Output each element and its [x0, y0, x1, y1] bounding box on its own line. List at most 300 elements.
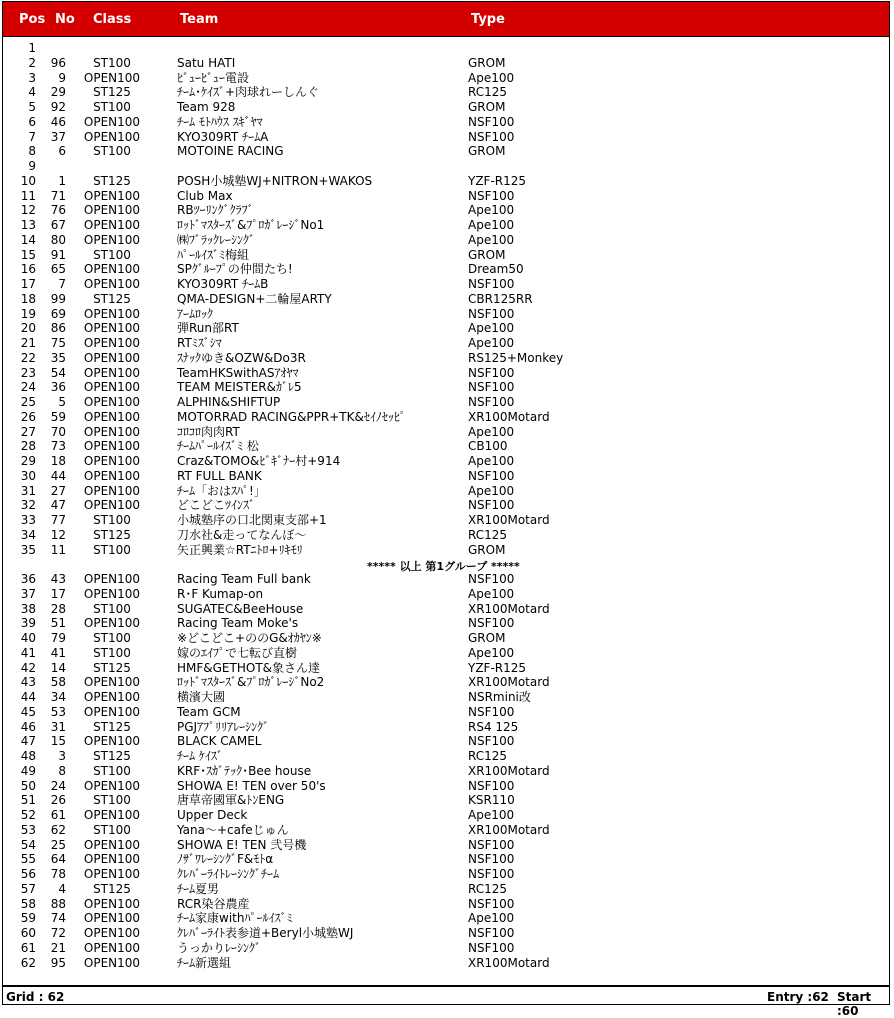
table-row — [0, 144, 894, 158]
row-no: 59 — [50, 409, 66, 424]
row-no: 44 — [50, 468, 66, 483]
table-row — [0, 56, 894, 70]
row-no: 15 — [50, 734, 66, 749]
row-pos: 43 — [20, 675, 36, 690]
row-no: 8 — [58, 763, 66, 778]
row-class: OPEN100 — [83, 734, 141, 749]
row-type: RS125+Monkey — [468, 350, 564, 365]
table-row — [0, 130, 894, 144]
row-type: GROM — [468, 247, 506, 262]
row-team: ﾁｰﾑ ﾓﾄﾊｳｽ ｽｷﾞﾔﾏ — [177, 114, 263, 129]
row-type: Ape100 — [468, 336, 515, 350]
row-type: GROM — [468, 55, 506, 70]
row-pos: 20 — [20, 321, 36, 336]
table-row — [0, 410, 894, 424]
row-no: 96 — [50, 55, 66, 70]
row-pos: 49 — [20, 763, 36, 778]
row-no: 3 — [58, 749, 66, 763]
row-team: ﾋﾞｭｰﾋﾞｭｰ電設 — [177, 70, 250, 85]
row-type: NSF100 — [468, 852, 515, 867]
row-class: OPEN100 — [83, 675, 141, 690]
row-class: OPEN100 — [83, 837, 141, 852]
row-class: OPEN100 — [83, 114, 141, 129]
row-team: ﾁｰﾑ･ｹｲｽﾞ+肉球れーしんぐ — [177, 85, 320, 100]
header-type: Type — [471, 12, 505, 27]
table-row — [0, 174, 894, 188]
row-type: XR100Motard — [468, 675, 550, 690]
table-row — [0, 321, 894, 335]
row-class: OPEN100 — [83, 439, 141, 454]
table-row — [0, 425, 894, 439]
row-no: 65 — [50, 262, 66, 277]
table-row — [0, 85, 894, 99]
row-pos: 60 — [20, 926, 36, 940]
row-class: ST100 — [93, 55, 131, 70]
row-class: OPEN100 — [83, 188, 141, 203]
row-type: Ape100 — [468, 218, 515, 232]
row-type: XR100Motard — [468, 601, 550, 616]
row-type: Ape100 — [468, 424, 515, 439]
row-type: Ape100 — [468, 321, 515, 336]
row-type: GROM — [468, 542, 506, 557]
row-pos: 12 — [20, 203, 36, 218]
row-pos: 53 — [20, 822, 36, 837]
row-class: OPEN100 — [83, 70, 141, 85]
row-pos: 59 — [20, 911, 36, 926]
row-class: OPEN100 — [83, 262, 141, 277]
row-team: ALPHIN&SHIFTUP — [177, 395, 281, 409]
row-type: NSF100 — [468, 778, 515, 793]
row-class: OPEN100 — [83, 395, 141, 409]
row-pos: 13 — [20, 218, 36, 232]
row-no: 51 — [50, 616, 66, 631]
row-pos: 28 — [20, 439, 36, 454]
row-type: NSF100 — [468, 704, 515, 719]
row-class: ST100 — [93, 822, 131, 837]
row-team: RCR染谷農産 — [177, 896, 250, 911]
table-row — [0, 336, 894, 350]
table-row — [0, 661, 894, 675]
row-class: ST100 — [93, 144, 131, 159]
row-team: ﾉｻﾞﾜﾚｰｼﾝｸﾞF&ﾓﾄα — [177, 852, 274, 867]
table-row — [0, 646, 894, 660]
table-header — [2, 1, 890, 37]
row-pos: 21 — [20, 336, 36, 350]
row-class: OPEN100 — [83, 778, 141, 793]
row-team: KYO309RT ﾁｰﾑB — [177, 277, 269, 291]
table-row — [0, 513, 894, 527]
row-pos: 48 — [20, 749, 36, 763]
row-pos: 30 — [20, 468, 36, 483]
table-row — [0, 602, 894, 616]
row-type: XR100Motard — [468, 513, 550, 527]
row-team: Racing Team Full bank — [177, 572, 311, 586]
row-no: 67 — [50, 218, 66, 232]
row-no: 76 — [50, 203, 66, 218]
row-class: OPEN100 — [83, 409, 141, 424]
row-class: ST125 — [93, 660, 131, 675]
row-team: 刀水社&走ってなんぼ～ — [177, 527, 307, 542]
row-pos: 9 — [28, 159, 36, 173]
row-no: 75 — [50, 336, 66, 350]
row-team: ﾛｯﾄﾞﾏｽﾀｰｽﾞ&ﾌﾟﾛｶﾞﾚｰｼﾞNo1 — [177, 218, 325, 232]
row-class: OPEN100 — [83, 808, 141, 822]
row-team: POSH小城塾WJ+NITRON+WAKOS — [177, 173, 373, 188]
row-team: 唐草帝國軍&ﾄﾝENG — [177, 793, 285, 808]
table-row — [0, 115, 894, 129]
row-no: 18 — [50, 454, 66, 468]
row-class: OPEN100 — [83, 306, 141, 321]
row-class: OPEN100 — [83, 468, 141, 483]
table-row — [0, 351, 894, 365]
table-row — [0, 734, 894, 748]
row-no: 5 — [58, 395, 66, 409]
row-type: NSF100 — [468, 498, 515, 513]
row-type: Ape100 — [468, 454, 515, 468]
row-no: 6 — [58, 144, 66, 159]
row-class: OPEN100 — [83, 232, 141, 247]
row-pos: 35 — [20, 542, 36, 557]
row-team: Satu HATI — [177, 55, 236, 70]
row-no: 37 — [50, 129, 66, 144]
row-pos: 19 — [20, 306, 36, 321]
row-type: XR100Motard — [468, 822, 550, 837]
table-row — [0, 292, 894, 306]
table-row — [0, 705, 894, 719]
row-class: ST100 — [93, 100, 131, 114]
row-pos: 7 — [28, 129, 36, 144]
table-row — [0, 218, 894, 232]
row-no: 71 — [50, 188, 66, 203]
row-class: ST100 — [93, 247, 131, 262]
row-class: ST125 — [93, 291, 131, 306]
row-type: CB100 — [468, 439, 508, 454]
table-row — [0, 395, 894, 409]
table-row — [0, 867, 894, 881]
table-row — [0, 675, 894, 689]
row-pos: 34 — [20, 527, 36, 542]
header-team: Team — [180, 12, 219, 27]
row-team: うっかりﾚｰｼﾝｸﾞ — [177, 940, 262, 955]
row-class: OPEN100 — [83, 380, 141, 395]
row-team: ※どこどこ+ののG&ｵｶﾔﾝ※ — [177, 631, 322, 645]
row-type: Dream50 — [468, 262, 524, 277]
row-team: ﾁｰﾑﾊﾟｰﾙｲｽﾞﾐ 松 — [177, 439, 259, 454]
row-pos: 8 — [28, 144, 36, 159]
row-type: GROM — [468, 631, 506, 645]
row-class: OPEN100 — [83, 616, 141, 631]
table-row — [0, 631, 894, 645]
row-class: ST125 — [93, 881, 131, 896]
row-pos: 45 — [20, 704, 36, 719]
row-team: HMF&GETHOT&象さん達 — [177, 660, 321, 675]
row-class: OPEN100 — [83, 454, 141, 468]
row-type: Ape100 — [468, 911, 515, 926]
row-team: TEAM MEISTER&ｶﾞﾚ5 — [177, 380, 302, 395]
row-no: 77 — [50, 513, 66, 527]
row-no: 26 — [50, 793, 66, 808]
table-row — [0, 838, 894, 852]
row-type: NSF100 — [468, 188, 515, 203]
row-pos: 36 — [20, 572, 36, 586]
row-team: Team 928 — [177, 100, 236, 114]
row-class: ST100 — [93, 645, 131, 660]
row-no: 92 — [50, 100, 66, 114]
header-pos: Pos — [19, 12, 46, 27]
row-team: ﾁｰﾑ新選組 — [177, 955, 232, 970]
row-pos: 26 — [20, 409, 36, 424]
row-team: TeamHKSwithASｱｵﾔﾏ — [177, 365, 299, 380]
row-no: 53 — [50, 704, 66, 719]
table-row — [0, 528, 894, 542]
row-type: GROM — [468, 144, 506, 159]
row-team: PGJｱﾌﾟﾘﾘｱﾚｰｼﾝｸﾞ — [177, 719, 270, 734]
row-pos: 50 — [20, 778, 36, 793]
row-class: OPEN100 — [83, 926, 141, 940]
table-row — [0, 823, 894, 837]
table-row — [0, 720, 894, 734]
table-row — [0, 484, 894, 498]
row-no: 61 — [50, 808, 66, 822]
table-row — [0, 439, 894, 453]
row-team: 弾Run部RT — [177, 321, 239, 336]
row-class: OPEN100 — [83, 586, 141, 601]
row-class: OPEN100 — [83, 704, 141, 719]
table-row — [0, 248, 894, 262]
row-no: 47 — [50, 498, 66, 513]
table-row — [0, 690, 894, 704]
row-no: 79 — [50, 631, 66, 645]
row-pos: 58 — [20, 896, 36, 911]
table-row — [0, 100, 894, 114]
row-no: 91 — [50, 247, 66, 262]
row-type: NSF100 — [468, 734, 515, 749]
row-type: Ape100 — [468, 70, 515, 85]
row-no: 41 — [50, 645, 66, 660]
row-type: NSF100 — [468, 277, 515, 291]
row-type: NSF100 — [468, 306, 515, 321]
row-class: ST125 — [93, 719, 131, 734]
row-type: RC125 — [468, 527, 508, 542]
row-pos: 25 — [20, 395, 36, 409]
row-class: OPEN100 — [83, 852, 141, 867]
row-team: Team GCM — [177, 704, 241, 719]
table-row — [0, 852, 894, 866]
row-class: OPEN100 — [83, 277, 141, 291]
row-class: OPEN100 — [83, 203, 141, 218]
start-count: Start :60 — [837, 990, 872, 1018]
row-type: NSF100 — [468, 365, 515, 380]
row-no: 7 — [58, 277, 66, 291]
row-no: 88 — [50, 896, 66, 911]
row-type: Ape100 — [468, 232, 515, 247]
row-type: NSF100 — [468, 837, 515, 852]
row-team: Craz&TOMO&ﾋﾞｷﾞﾅｰ村+914 — [177, 454, 341, 468]
row-no: 25 — [50, 837, 66, 852]
row-team: ﾁｰﾑ「おはｽﾊﾟ!」 — [177, 483, 266, 498]
row-team: ㈱ﾌﾞﾗｯｸﾚｰｼﾝｸﾞ — [177, 232, 256, 247]
table-row — [0, 277, 894, 291]
table-row — [0, 897, 894, 911]
table-row — [0, 307, 894, 321]
row-team: ﾛｯﾄﾞﾏｽﾀｰｽﾞ&ﾌﾟﾛｶﾞﾚｰｼﾞNo2 — [177, 675, 325, 690]
row-no: 21 — [50, 940, 66, 955]
row-pos: 23 — [20, 365, 36, 380]
row-type: Ape100 — [468, 586, 515, 601]
row-type: NSF100 — [468, 395, 515, 409]
row-pos: 42 — [20, 660, 36, 675]
row-no: 54 — [50, 365, 66, 380]
row-pos: 62 — [20, 955, 36, 970]
row-pos: 56 — [20, 867, 36, 881]
row-class: OPEN100 — [83, 350, 141, 365]
row-pos: 52 — [20, 808, 36, 822]
row-class: ST100 — [93, 793, 131, 808]
entry-count: Entry :62 — [767, 990, 829, 1004]
row-pos: 54 — [20, 837, 36, 852]
row-type: CBR125RR — [468, 291, 533, 306]
row-team: ｸﾚﾊﾞｰﾗｲﾄﾚｰｼﾝｸﾞﾁｰﾑ — [177, 867, 280, 881]
row-no: 86 — [50, 321, 66, 336]
row-team: RT FULL BANK — [177, 468, 262, 483]
row-class: OPEN100 — [83, 424, 141, 439]
row-class: OPEN100 — [83, 940, 141, 955]
row-type: Ape100 — [468, 808, 515, 822]
row-type: NSF100 — [468, 896, 515, 911]
row-pos: 51 — [20, 793, 36, 808]
row-class: ST100 — [93, 601, 131, 616]
row-team: MOTOINE RACING — [177, 144, 284, 159]
row-no: 46 — [50, 114, 66, 129]
row-type: NSF100 — [468, 129, 515, 144]
row-team: QMA-DESIGN+二輪屋ARTY — [177, 291, 332, 306]
row-type: RC125 — [468, 85, 508, 100]
row-pos: 18 — [20, 291, 36, 306]
row-class: ST100 — [93, 542, 131, 557]
row-class: ST125 — [93, 173, 131, 188]
row-team: SPｸﾞﾙｰﾌﾟの仲間たち! — [177, 262, 293, 277]
row-pos: 29 — [20, 454, 36, 468]
row-pos: 3 — [28, 70, 36, 85]
row-team: 矢正興業☆RTﾆﾄﾛ+ﾘｷﾓﾘ — [177, 542, 303, 557]
table-row — [0, 262, 894, 276]
row-class: ST100 — [93, 763, 131, 778]
row-pos: 6 — [28, 114, 36, 129]
table-row — [0, 543, 894, 557]
header-no: No — [55, 12, 75, 27]
row-no: 11 — [50, 542, 66, 557]
row-no: 1 — [58, 173, 66, 188]
table-row — [0, 941, 894, 955]
table-row — [0, 926, 894, 940]
row-pos: 2 — [28, 55, 36, 70]
row-class: ST100 — [93, 513, 131, 527]
summary-footer — [2, 985, 890, 1018]
row-no: 4 — [58, 881, 66, 896]
row-no: 70 — [50, 424, 66, 439]
table-row — [0, 189, 894, 203]
row-class: OPEN100 — [83, 911, 141, 926]
row-team: 横濱大國 — [177, 690, 226, 704]
row-team: ｸﾚﾊﾞｰﾗｲﾄ表参道+Beryl小城塾WJ — [177, 926, 354, 940]
table-row — [0, 41, 894, 55]
row-no: 28 — [50, 601, 66, 616]
row-type: NSF100 — [468, 114, 515, 129]
row-type: XR100Motard — [468, 409, 550, 424]
row-no: 58 — [50, 675, 66, 690]
row-no: 35 — [50, 350, 66, 365]
row-no: 36 — [50, 380, 66, 395]
row-pos: 27 — [20, 424, 36, 439]
table-row — [0, 779, 894, 793]
row-team: KYO309RT ﾁｰﾑA — [177, 129, 269, 144]
row-type: NSRmini改 — [468, 690, 531, 704]
row-no: 9 — [58, 70, 66, 85]
header-class: Class — [93, 12, 132, 27]
row-class: OPEN100 — [83, 365, 141, 380]
row-no: 62 — [50, 822, 66, 837]
row-team: ｺﾛｺﾛ肉肉RT — [177, 424, 240, 439]
row-no: 43 — [50, 572, 66, 586]
row-pos: 32 — [20, 498, 36, 513]
row-pos: 4 — [28, 85, 36, 100]
row-class: OPEN100 — [83, 690, 141, 704]
row-type: NSF100 — [468, 926, 515, 940]
row-class: ST125 — [93, 749, 131, 763]
grid-count: Grid : 62 — [6, 990, 65, 1004]
table-row — [0, 498, 894, 512]
row-no: 14 — [50, 660, 66, 675]
row-no: 12 — [50, 527, 66, 542]
table-row — [0, 911, 894, 925]
table-row — [0, 572, 894, 586]
row-type: NSF100 — [468, 380, 515, 395]
table-row — [0, 366, 894, 380]
row-class: ST125 — [93, 85, 131, 100]
row-no: 95 — [50, 955, 66, 970]
row-pos: 37 — [20, 586, 36, 601]
row-team: RTﾐｽﾞｼﾏ — [177, 336, 222, 350]
row-no: 31 — [50, 719, 66, 734]
row-type: NSF100 — [468, 572, 515, 586]
row-team: ｽﾅｯｸゆき&OZW&Do3R — [177, 350, 306, 365]
row-pos: 11 — [20, 188, 36, 203]
row-type: XR100Motard — [468, 763, 550, 778]
row-class: OPEN100 — [83, 955, 141, 970]
row-team: Upper Deck — [177, 808, 248, 822]
row-class: ST125 — [93, 527, 131, 542]
row-class: OPEN100 — [83, 321, 141, 336]
row-type: NSF100 — [468, 616, 515, 631]
row-team: RBﾂｰﾘﾝｸﾞｸﾗﾌﾞ — [177, 203, 254, 218]
row-class: ST100 — [93, 631, 131, 645]
row-no: 99 — [50, 291, 66, 306]
row-class: OPEN100 — [83, 336, 141, 350]
row-pos: 15 — [20, 247, 36, 262]
table-row — [0, 956, 894, 970]
row-team: SHOWA E! TEN over 50's — [177, 778, 326, 793]
row-team: 嫁のｴｲﾌﾟで七転び直樹 — [177, 645, 298, 660]
row-team: BLACK CAMEL — [177, 734, 262, 749]
row-type: XR100Motard — [468, 955, 550, 970]
row-pos: 14 — [20, 232, 36, 247]
row-no: 27 — [50, 483, 66, 498]
row-team: SUGATEC&BeeHouse — [177, 601, 304, 616]
row-no: 17 — [50, 586, 66, 601]
row-class: OPEN100 — [83, 498, 141, 513]
row-team: MOTORRAD RACING&PPR+TK&ｾｲﾉｾｯﾋﾟ — [177, 409, 406, 424]
row-pos: 61 — [20, 940, 36, 955]
